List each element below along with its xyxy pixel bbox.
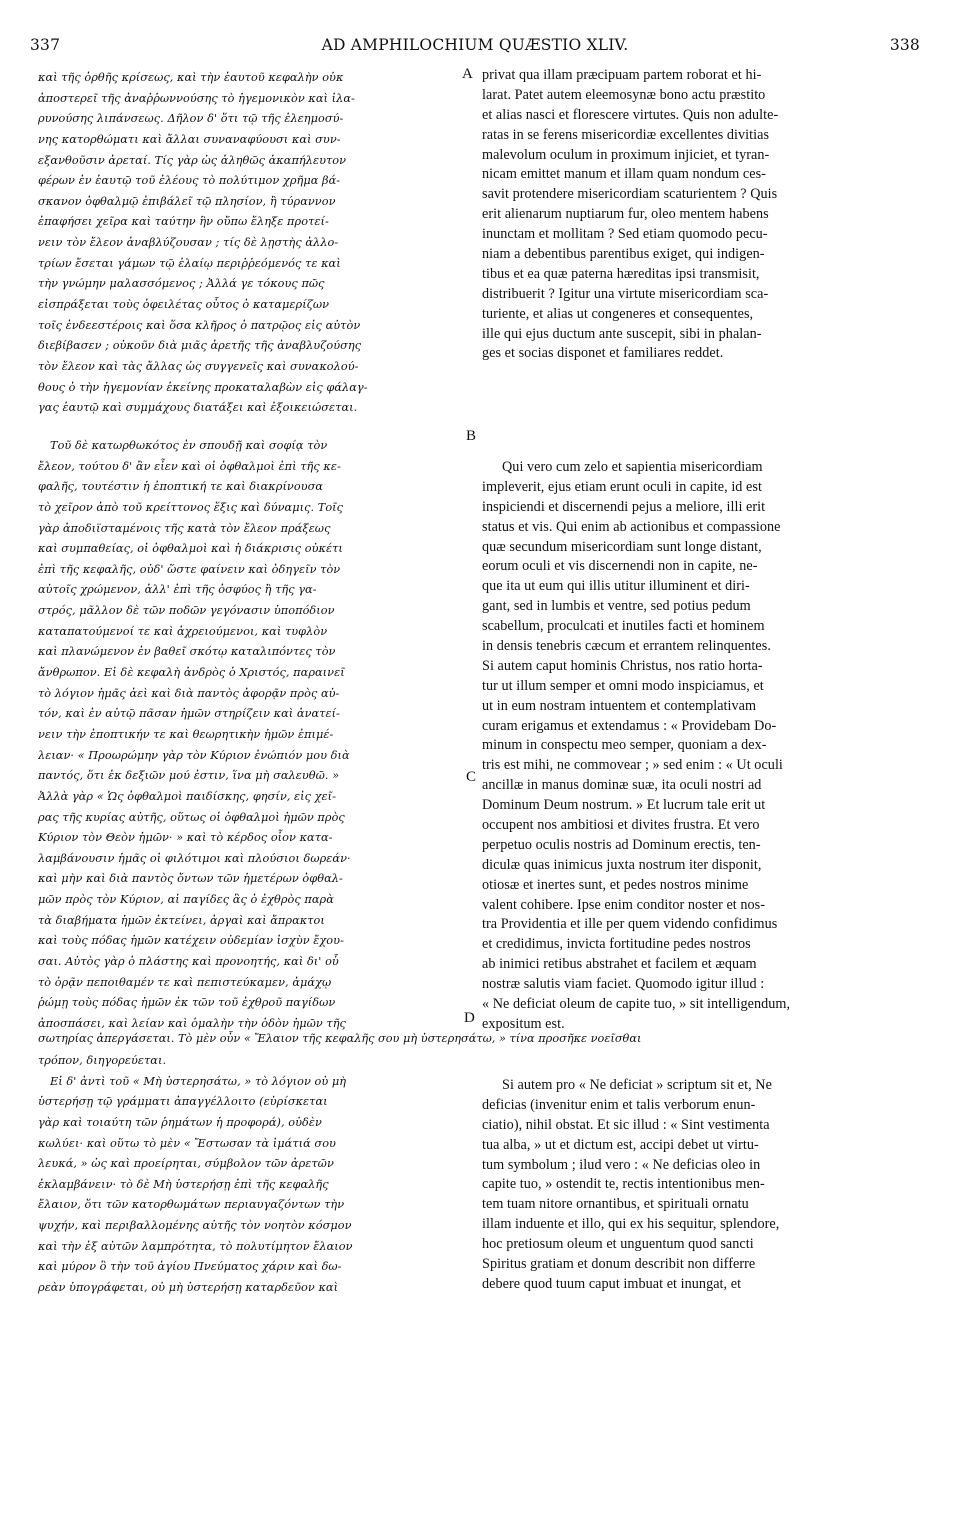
text-line: malevolum oculum in proximum injiciet, et tyran- <box>482 146 770 163</box>
greek-column-bottom <box>38 1051 463 1299</box>
text-line: Si autem caput hominis Christus, nos ratio horta- <box>482 657 763 674</box>
text-line: tibus et ea quæ paterna hæreditas ipsi transmisit, <box>482 265 760 282</box>
text-line: que ita ut eum qui illis utitur illuminent et diri- <box>482 578 750 595</box>
text-line: νειν τὸν ἔλεον ἀναβλύζουσαν ; τίς δὲ λῃστὴς ἀλλο- <box>38 236 339 250</box>
text-line: deficias (invenitur enim et talis verborum enun- <box>482 1096 756 1113</box>
text-line: valent cohibere. Ipse enim conditor noster et nos- <box>482 896 766 913</box>
text-line: σκανον ὀφθαλμῷ ἐπιβάλεῖ τῷ πλησίον, ἢ τύραννον <box>38 194 336 208</box>
text-line-full-width: σωτηρίας ἀπεργάσεται. Τὸ μὲν οὖν « Ἔλαιον τῆς κεφαλῆς σου μὴ ὑστερησάτω, » τίνα προσῆκε νοεῖσθαι <box>38 1032 642 1045</box>
text-line: διεβίβασεν ; οὐκοῦν διὰ μιᾶς ἀρετῆς τῆς ἀναβλυζούσης <box>38 339 362 353</box>
text-line: φέρων ἐν ἑαυτῷ τοῦ ἐλέους τὸ πολύτιμον χρῆμα βά- <box>38 174 341 188</box>
text-line: φαλῆς, τουτέστιν ἡ ἐποπτική τε καὶ διακρίνουσα <box>38 480 324 494</box>
text-line: curam erigamus et extendamus : « Providebam Do- <box>482 717 777 734</box>
greek-column-middle <box>38 436 463 1035</box>
text-line: tra Providentia et ille per quem videndo confidimus <box>482 916 778 933</box>
text-line: καὶ τὴν ἐξ αὐτῶν λαμπρότητα, τὸ πολυτίμητον ἔλαιον <box>38 1239 353 1253</box>
section-marker-c: C <box>466 769 477 785</box>
text-line: αὐτοῖς χρώμενον, ἀλλ' ἐπὶ τῆς ὀσφύος ἢ τῆς γα- <box>38 583 317 597</box>
text-line: Si autem pro « Ne deficiat » scriptum sit et, Ne <box>502 1077 772 1093</box>
latin-column-top <box>482 66 920 364</box>
text-line: otiosæ et inertes sunt, et pedes nostros minime <box>482 876 749 893</box>
text-line: γὰρ ἀποδιϊσταμένοις τῆς κατὰ τὸν ἔλεον πράξεως <box>38 521 331 535</box>
text-line: ges et socias disponet et familiares reddet. <box>482 345 724 362</box>
text-line: ρας τῆς κυρίας αὐτῆς, οὕτως οἱ ὀφθαλμοὶ ἡμῶν πρὸς <box>38 810 345 824</box>
text-line: σαι. Αὐτὸς γὰρ ὁ πλάστης καὶ προνοητής, καὶ δι' οὗ <box>38 955 339 969</box>
text-line: τὸ ὁρᾷν πεποιθαμέν τε καὶ πεπιστεύκαμεν, ἀμάχῳ <box>38 975 332 989</box>
text-line: diculæ quas inimicus juxta nostrum iter disponit, <box>482 856 762 873</box>
text-line: τρόπον, διηγορεύεται. <box>38 1054 167 1067</box>
text-line: tua alba, » ut et dictum est, accipi debet ut virtu- <box>482 1136 759 1153</box>
text-line: niam a debentibus parentibus exiget, qui indigen- <box>482 246 765 263</box>
text-line: et alias nasci et florescere virtutes. Quis non adulte- <box>482 106 779 123</box>
text-line: ut in eum nostram intuentem et contemplativam <box>482 697 757 714</box>
text-line: τὸν ἔλεον καὶ τὰς ἄλλας ὡς συγγενεῖς καὶ συνακολού- <box>38 359 359 373</box>
page-number-left: 337 <box>30 36 61 54</box>
text-line: Τοῦ δὲ κατωρθωκότος ἐν σπουδῇ καὶ σοφίᾳ τὸν <box>50 439 328 452</box>
text-line: τὸ χεῖρον ἀπὸ τοῦ κρείττονος ἕξις καὶ δύναμις. Τοῖς <box>38 500 344 514</box>
text-line: erit alienarum nuptiarum fur, oleo mentem habens <box>482 206 769 223</box>
text-line: expositum est. <box>482 1015 565 1032</box>
text-line: θους ὁ τὴν ἡγεμονίαν ἐκείνης προκαταλαβὼν εἰς φάλαγ- <box>38 380 368 394</box>
text-line: νης κατορθώματι καὶ ἄλλαι συναναφύουσι καὶ συν- <box>38 132 341 146</box>
text-line: ἐκλαμβάνειν· τὸ δὲ Μὴ ὑστερήσῃ ἐπὶ τῆς κεφαλῆς <box>38 1177 329 1191</box>
text-line: τὸ λόγιον ἡμᾶς ἀεὶ καὶ διὰ παντὸς ἀφορᾷν πρὸς αὐ- <box>38 686 340 700</box>
section-marker-a: A <box>462 66 473 82</box>
text-line: εξανθοῦσιν ἀρεταί. Τίς γὰρ ὡς ἀληθῶς ἀκαπήλευτον <box>38 153 347 167</box>
text-line: inspiciendi et discernendi pejus a meliore, illi erit <box>482 498 766 515</box>
text-line: ψυχήν, καὶ περιβαλλομένης αὐτῆς τὸν νοητὸν κόσμον <box>38 1219 352 1233</box>
text-line: in densis tenebris cæcum et errantem relinquentes. <box>482 638 771 655</box>
text-line: καὶ τοὺς πόδας ἡμῶν κατέχειν οὐδεμίαν ἰσχὺν ἔχου- <box>38 934 344 948</box>
text-line: ciatio), nihil obstat. Et sic illud : « Sint vestimenta <box>482 1116 770 1133</box>
text-line: Ἀλλὰ γὰρ « Ὡς ὀφθαλμοὶ παιδίσκης, φησίν, εἰς χεῖ- <box>38 789 337 803</box>
text-line: καὶ συμπαθείας, οἱ ὀφθαλμοὶ καὶ ἡ διάκρισις οὐκέτι <box>38 542 343 556</box>
text-line: eorum oculi et vis discernendi non in capite, ne- <box>482 558 758 575</box>
text-line: hoc pretiosum oleum et unguentum quod sancti <box>482 1236 754 1253</box>
text-line: tum symbolum ; ilud vero : « Ne deficias oleo in <box>482 1156 761 1173</box>
text-line: distribuerit ? Igitur una virtute misericordiam sca- <box>482 285 769 302</box>
text-line: τοῖς ἐνδεεστέροις καὶ ὅσα κλῆρος ὁ πατρῷος εἰς αὐτὸν <box>38 318 361 332</box>
text-line: privat qua illam præcipuam partem roborat et hi- <box>482 67 762 83</box>
text-line: Qui vero cum zelo et sapientia misericordiam <box>502 459 763 475</box>
text-line: inunctam et mollitam ? Sed etiam quomodo pecu- <box>482 226 768 243</box>
text-line: καὶ μύρον ὃ τὴν τοῦ ἁγίου Πνεύματος χάριν καὶ δω- <box>38 1260 342 1274</box>
text-line: larat. Patet autem eleemosynæ bono actu præstito <box>482 86 766 103</box>
text-line: στρός, μᾶλλον δὲ τῶν ποδῶν γεγόνασιν ὑποπόδιον <box>38 604 335 618</box>
page-header <box>30 36 920 62</box>
text-line: καὶ τῆς ὀρθῆς κρίσεως, καὶ τὴν ἑαυτοῦ κεφαλὴν οὐκ <box>38 71 344 84</box>
text-line: ῥώμῃ τοὺς πόδας ἡμῶν ἐκ τῶν τοῦ ἐχθροῦ παγίδων <box>38 996 336 1010</box>
text-line: ratas in se ferens misericordiæ excellentes divitias <box>482 126 770 143</box>
text-line: savit protendere misericordiam scaturientem ? Quis <box>482 186 778 203</box>
text-line: τόν, καὶ ἐν αὐτῷ πᾶσαν ἡμῶν στηρίζειν καὶ ἀνατεί- <box>38 707 340 721</box>
text-line: et credidimus, invicta fortitudine pedes nostros <box>482 936 751 953</box>
text-line: quæ secundum misericordiam sunt longe distant, <box>482 538 762 555</box>
text-line: ille qui ejus ductum ante suscepit, sibi in phalan- <box>482 325 762 342</box>
text-line: tris est mihi, ne commovear ; » sed enim : « Ut oculi <box>482 757 783 774</box>
text-line: debere quod tuum caput imbuat et inungat, et <box>482 1275 742 1292</box>
text-line: λαμβάνουσιν ἡμᾶς οἱ φιλότιμοι καὶ πλούσιοι δωρεάν· <box>38 851 351 865</box>
page-number-right: 338 <box>889 36 920 54</box>
text-line: μῶν πρὸς τὸν Κύριον, αἱ παγίδες ἃς ὁ ἐχθρὸς παρὰ <box>38 893 334 907</box>
text-line: νειν τὴν ἐποπτικήν τε καὶ θεωρητικὴν ἡμῶν ἐπιμέ- <box>38 727 334 741</box>
text-line: λειαν· « Προωρώμην γὰρ τὸν Κύριον ἐνώπιόν μου διὰ <box>38 748 350 762</box>
text-line: ἔλαιον, ὅτι τῶν κατορθωμάτων περιαυγαζόντων τὴν <box>38 1198 345 1212</box>
text-line: ἐπὶ τῆς κεφαλῆς, οὐδ' ὥστε φαίνειν καὶ ὁδηγεῖν τὸν <box>38 562 341 576</box>
latin-column-middle <box>482 458 920 1035</box>
text-line: gant, sed in lumbis et ventre, sed potius pedum <box>482 598 751 615</box>
text-line: γας ἑαυτῷ καὶ συμμάχους διατάξει καὶ ἐξοικειώσεται. <box>38 401 358 415</box>
text-line: καὶ μὴν καὶ διὰ παντὸς ὄντων τῶν ἡμετέρων ὀφθαλ- <box>38 872 343 886</box>
text-line: ἐπαφήσει χεῖρα καὶ ταύτην ἣν οὔπω ἔληξε προτεί- <box>38 215 329 229</box>
text-line: παντός, ὅτι ἐκ δεξιῶν μού ἐστιν, ἵνα μὴ σαλευθῶ. » <box>38 769 340 783</box>
text-line: καὶ πλανώμενον ἐν βαθεῖ σκότῳ καταλιπόντες τὸν <box>38 645 336 659</box>
text-line: ancillæ in manus dominæ suæ, ita oculi nostri ad <box>482 777 762 794</box>
text-line: ρεὰν ὑπογράφεται, οὐ μὴ ὑστερήσῃ καταρδεῦον καὶ <box>38 1281 339 1295</box>
text-line: scabellum, proculcati et inutiles facti et hominem <box>482 618 765 635</box>
text-line: κωλύει· καὶ οὕτω τὸ μὲν « Ἔστωσαν τὰ ἱμάτιά σου <box>38 1136 336 1150</box>
text-line: tem tuam nitore ornantibus, et spirituali ornatu <box>482 1196 749 1213</box>
text-line: nostræ salutis viam faciet. Quomodo igitur illud : <box>482 976 765 993</box>
text-line: impleverit, ejus etiam erunt oculi in capite, id est <box>482 478 762 495</box>
text-line: tur ut illum semper et omni modo inspiciamus, et <box>482 677 764 694</box>
section-marker-d: D <box>464 1010 475 1026</box>
text-line: ἀποσπάσει, καὶ λείαν καὶ ὁμαλὴν τὴν ὁδὸν ἡμῶν τῆς <box>38 1016 346 1030</box>
text-line: Dominum Deum nostrum. » Et lucrum tale erit ut <box>482 797 766 814</box>
text-line: turiente, et alias ut congeneres et consequentes, <box>482 305 754 322</box>
text-line: τὰ διαβήματα ἡμῶν ἐκτείνει, ἀργαὶ καὶ ἄπρακτοι <box>38 913 325 927</box>
running-title: AD AMPHILOCHIUM QUÆSTIO XLIV. <box>321 36 629 54</box>
text-line: capite tuo, » ostendit te, rectis intentionibus men- <box>482 1176 765 1193</box>
text-line: ab inimici retibus abstrahet et facilem et æquam <box>482 956 757 973</box>
text-line: Spiritus gratiam et donum describit non differre <box>482 1256 756 1273</box>
text-line: Κύριον τὸν Θεὸν ἡμῶν· » καὶ τὸ κέρδος οἷον κατα- <box>38 831 333 845</box>
latin-column-bottom <box>482 1076 920 1295</box>
text-line: ρυνούσης λιπάνσεως. Δῆλον δ' ὅτι τῷ τῆς ἐλεημοσύ- <box>38 112 344 126</box>
text-line: τρίων ἔσεται γάμων τῷ ἐλαίῳ περιῤῥεόμενός τε καὶ <box>38 256 341 270</box>
text-line: γὰρ καὶ τοιαύτη τῶν ῥημάτων ἡ προφορά), οὐδὲν <box>38 1115 322 1129</box>
text-line: status et vis. Qui enim ab actionibus et compassione <box>482 518 781 535</box>
text-line: minum in conspectu meo semper, quoniam a dex- <box>482 737 767 754</box>
text-line: λευκά, » ὡς καὶ προείρηται, σύμβολον τῶν ἀρετῶν <box>38 1157 334 1171</box>
text-line: nicam emittet manum et illam quam nondum ces- <box>482 166 766 183</box>
text-line: perpetuo oculis nostris ad Dominum erectis, ten- <box>482 836 761 853</box>
text-line: καταπατούμενοί τε καὶ ἀχρειούμενοι, καὶ τυφλὸν <box>38 624 328 638</box>
text-line: ἄνθρωπον. Εἰ δὲ κεφαλὴ ἀνδρὸς ὁ Χριστός, παραινεῖ <box>38 666 345 680</box>
section-marker-b: B <box>466 428 477 444</box>
text-line: Εἰ δ' ἀντὶ τοῦ « Μὴ ὑστερησάτω, » τὸ λόγιον οὐ μὴ <box>50 1074 347 1088</box>
text-line: εἰσπράξεται τοὺς ὀφειλέτας οὗτος ὁ καταμερίζων <box>38 298 330 312</box>
text-line: ὑστερήσῃ τῷ γράμματι ἀπαγγέλλοιτο (εὑρίσκεται <box>38 1095 328 1109</box>
greek-column-top <box>38 68 463 419</box>
text-line: ἔλεον, τούτου δ' ἂν εἶεν καὶ οἱ ὀφθαλμοὶ ἐπὶ τῆς κε- <box>38 459 341 473</box>
text-line: illam induente et illo, qui ex his sequitur, splendore, <box>482 1216 780 1233</box>
text-line: ἀποστερεῖ τῆς ἀναῤῥωννούσης τὸ ἡγεμονικὸν καὶ ἱλα- <box>38 91 355 105</box>
text-line: « Ne deficiat oleum de capite tuo, » sit intelligendum, <box>482 996 791 1013</box>
text-line: τὴν γνώμην μαλασσόμενος ; Ἀλλά γε τόκους πῶς <box>38 277 325 291</box>
text-line: occupent nos ambitiosi et divites frustra. Et vero <box>482 817 760 834</box>
